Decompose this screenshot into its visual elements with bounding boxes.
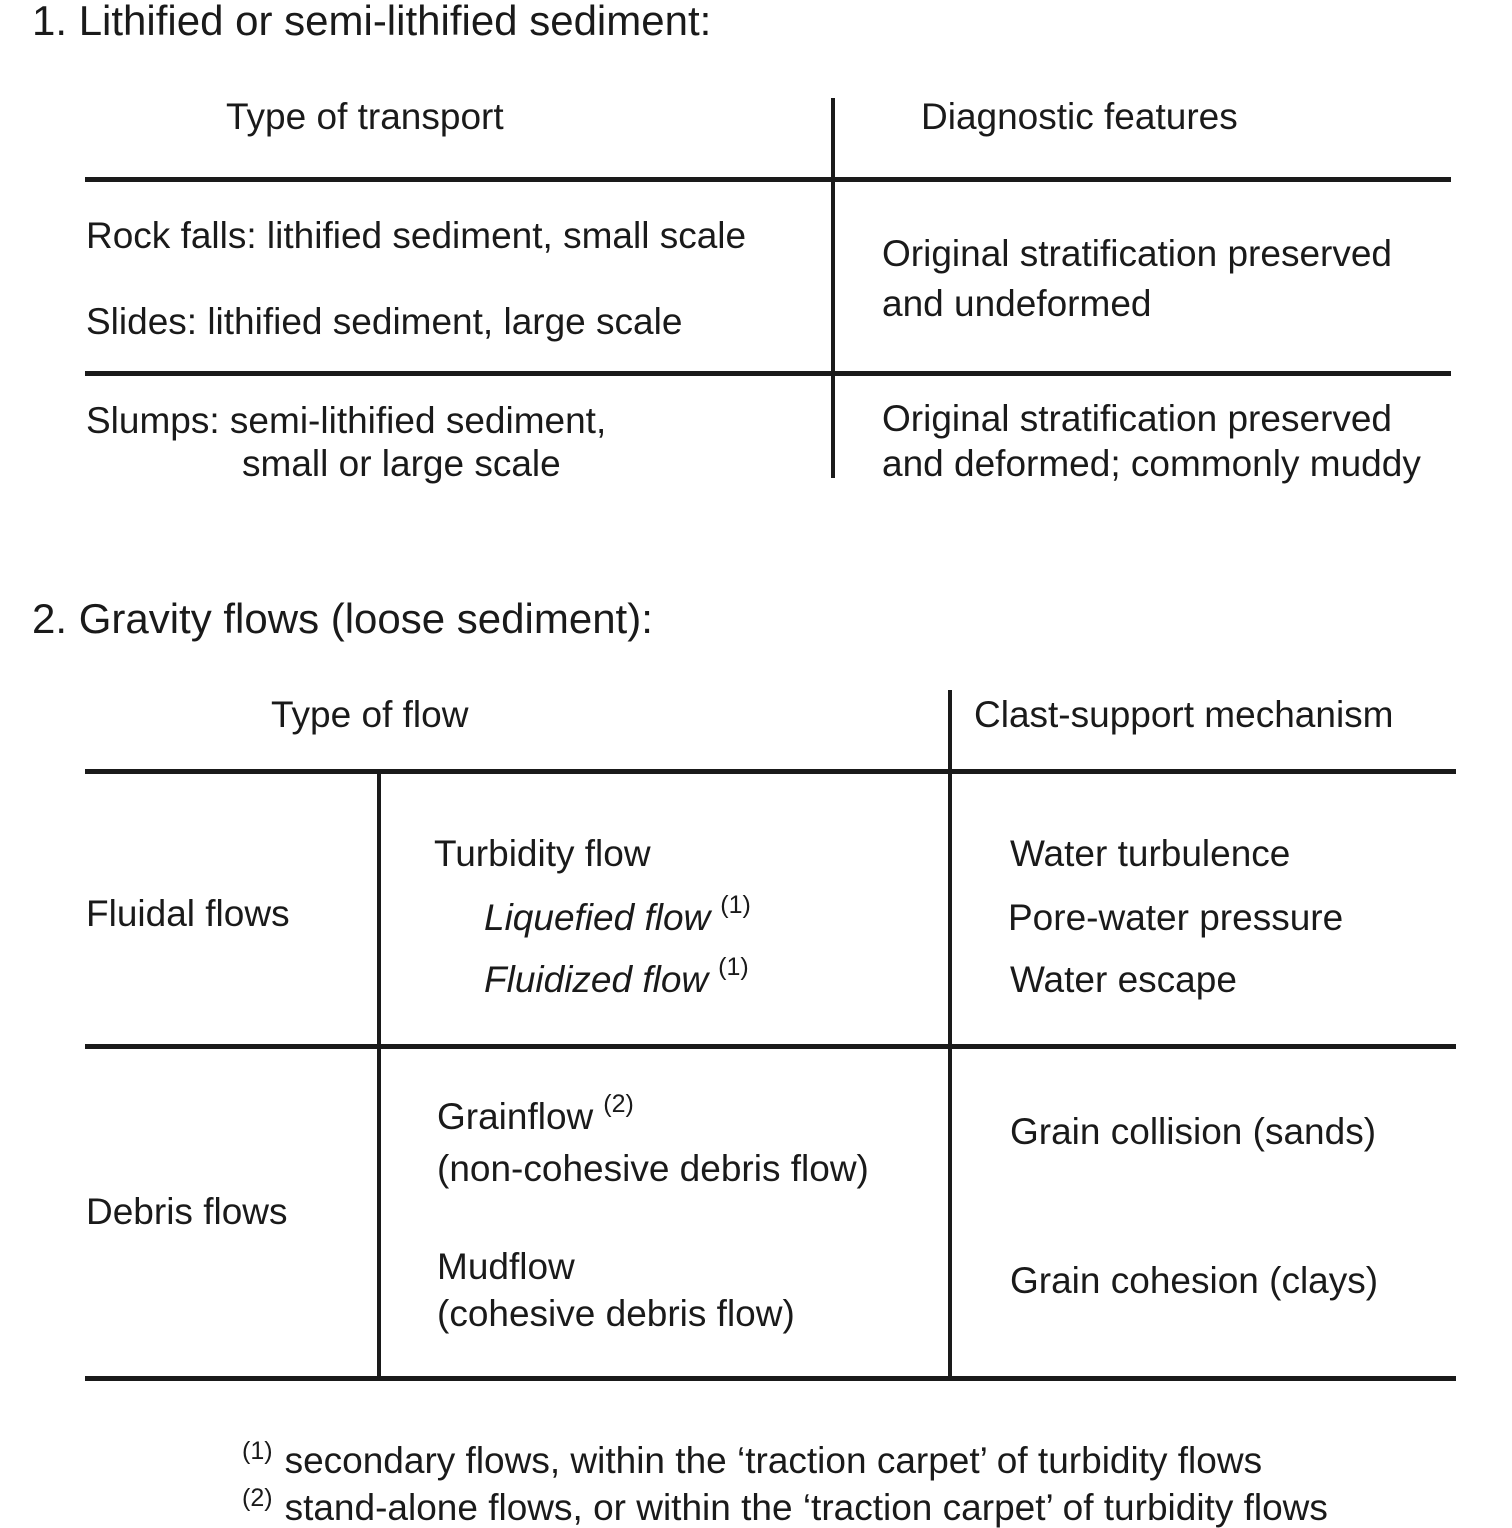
table2-header-clast-support-mechanism: Clast-support mechanism <box>974 694 1394 735</box>
table2-flow-mudflow <box>437 1243 795 1337</box>
table2-flow-fluidized <box>484 953 749 1000</box>
table1-features-row2-line1: Original stratification preserved <box>882 398 1392 439</box>
table1-features-row1-line2: and undeformed <box>882 283 1152 324</box>
table2-group-column-divider <box>377 769 381 1381</box>
table2-group-fluidal-flows: Fluidal flows <box>86 893 290 934</box>
table2-flow-fluidized-footnote-marker: (1) <box>718 953 749 981</box>
table1-features-row1-line1: Original stratification preserved <box>882 233 1392 274</box>
table2-flow-liquefied-label: Liquefied flow <box>484 897 711 938</box>
table1-cell-slides: Slides: lithified sediment, large scale <box>86 301 683 342</box>
table2-flow-grainflow-line1 <box>437 1090 869 1145</box>
table2-mechanism-column-divider <box>948 690 952 1381</box>
table1-cell-rock-falls: Rock falls: lithified sediment, small scale <box>86 215 747 256</box>
table2-header-type-of-flow: Type of flow <box>271 694 469 735</box>
table1-middle-rule <box>85 371 1451 376</box>
table2-flow-grainflow-footnote-marker: (2) <box>603 1090 634 1118</box>
table2-flow-turbidity: Turbidity flow <box>434 833 651 874</box>
table2-flow-grainflow-subtitle: (non-cohesive debris flow) <box>437 1148 869 1189</box>
table2-flow-grainflow <box>437 1090 869 1192</box>
footnote-1-text: secondary flows, within the ‘traction carpet’ of turbidity flows <box>284 1440 1263 1481</box>
table2-flow-liquefied-footnote-marker: (1) <box>720 891 751 919</box>
table1-cell-slumps-line1: Slumps: semi-lithified sediment, <box>86 400 607 441</box>
table2-flow-liquefied <box>484 891 751 938</box>
footnote-1-marker: (1) <box>242 1437 273 1465</box>
table2-mechanism-grain-cohesion: Grain cohesion (clays) <box>1010 1260 1379 1301</box>
table2-flow-mudflow-label: Mudflow <box>437 1246 575 1287</box>
table1-column-divider <box>831 98 835 478</box>
table1-cell-features-row1 <box>882 229 1392 329</box>
table1-header-type-of-transport: Type of transport <box>226 96 504 137</box>
table2-middle-rule <box>85 1044 1456 1049</box>
table2-mechanism-grain-collision: Grain collision (sands) <box>1010 1111 1377 1152</box>
section2-heading: 2. Gravity flows (loose sediment): <box>32 595 653 642</box>
table2-flow-grainflow-label: Grainflow <box>437 1096 594 1137</box>
footnote-1 <box>242 1437 1263 1481</box>
section1-heading: 1. Lithified or semi-lithified sediment: <box>32 0 712 44</box>
table1-cell-slumps-line2: small or large scale <box>242 443 561 484</box>
table1-top-rule <box>85 177 1451 182</box>
footnote-2 <box>242 1484 1328 1528</box>
table2-flow-mudflow-subtitle: (cohesive debris flow) <box>437 1293 795 1334</box>
table2-flow-fluidized-label: Fluidized flow <box>484 959 709 1000</box>
table2-mechanism-water-escape: Water escape <box>1010 959 1237 1000</box>
table1-header-diagnostic-features: Diagnostic features <box>921 96 1238 137</box>
table2-mechanism-pore-water-pressure: Pore-water pressure <box>1008 897 1344 938</box>
table2-mechanism-water-turbulence: Water turbulence <box>1010 833 1291 874</box>
table1-cell-features-row2 <box>882 396 1421 486</box>
footnote-2-marker: (2) <box>242 1484 273 1512</box>
footnote-2-text: stand-alone flows, or within the ‘traction carpet’ of turbidity flows <box>284 1487 1328 1528</box>
table2-bottom-rule <box>85 1376 1456 1381</box>
table2-group-debris-flows: Debris flows <box>86 1191 288 1232</box>
table1-features-row2-line2: and deformed; commonly muddy <box>882 443 1421 484</box>
table2-top-rule <box>85 769 1456 774</box>
